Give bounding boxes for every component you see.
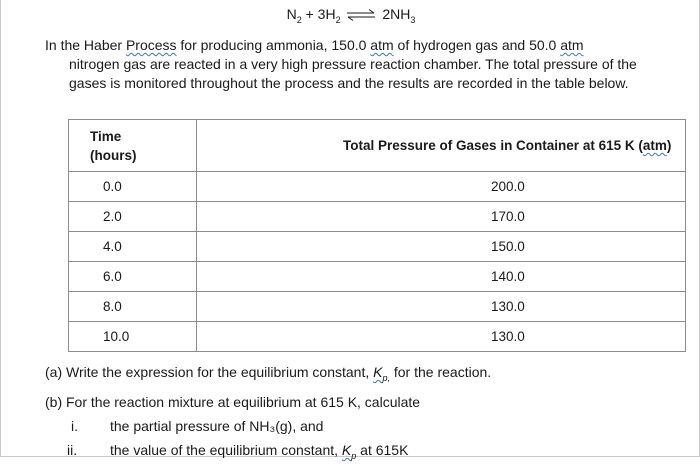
- intro-unit-atm-2: atm: [560, 37, 584, 53]
- equation-n2: N: [286, 6, 297, 22]
- question-a-kp: [373, 364, 390, 383]
- question-a-k: K: [373, 364, 383, 380]
- intro-text-b: for producing ammonia, 150.0: [176, 37, 371, 53]
- question-b-ii-text: the value of the equilibrium constant,: [110, 441, 342, 458]
- header-time-label: Time: [90, 128, 122, 144]
- table-row: [69, 322, 686, 352]
- cell-pressure: 130.0: [197, 292, 686, 322]
- table-row: [69, 232, 686, 262]
- cell-time: 8.0: [69, 292, 197, 322]
- intro-unit-atm-1: atm: [370, 37, 394, 53]
- table-row: [69, 292, 686, 322]
- question-b-ii: [45, 438, 685, 468]
- intro-word-process: Process: [125, 37, 177, 53]
- question-a-k-subscript: p,: [382, 372, 390, 383]
- problem-intro: [45, 36, 675, 93]
- question-b-i: [45, 414, 685, 438]
- question-b-i-text: the partial pressure of NH₃(g), and: [110, 417, 324, 434]
- equation-h2-subscript: 2: [335, 14, 341, 25]
- header-pressure-unit: atm: [642, 138, 667, 153]
- equation-h2: + 3H: [301, 6, 336, 22]
- question-b-ii-end: at 615K: [356, 441, 409, 458]
- table-header-row: [69, 120, 686, 172]
- header-pressure-label: Total Pressure of Gases in Container at 615 K (: [343, 138, 643, 153]
- cell-time: 2.0: [69, 202, 197, 232]
- intro-continuation: nitrogen gas are reacted in a very high pressure reaction chamber. The total pressure of the gases is monitored throughout the process and the results are recorded in the table below.: [69, 56, 637, 91]
- pressure-table: [68, 119, 686, 352]
- intro-first-line: [45, 36, 675, 55]
- question-b-ii-number: ii.: [67, 441, 78, 458]
- question-b-i-number: i.: [71, 417, 78, 434]
- cell-time: 10.0: [69, 322, 197, 352]
- equation-nh3: 2NH: [382, 6, 411, 22]
- intro-text-a: In the Haber: [45, 37, 126, 53]
- cell-pressure: 150.0: [197, 232, 686, 262]
- cell-pressure: 170.0: [197, 202, 686, 232]
- equation-n2-subscript: 2: [296, 14, 302, 25]
- question-a-text: (a) Write the expression for the equilibrium constant,: [45, 364, 374, 380]
- question-a: [45, 360, 685, 390]
- header-pressure-close: ): [666, 138, 672, 153]
- intro-text-c: of hydrogen gas and 50.0: [393, 37, 561, 53]
- cell-pressure: 130.0: [197, 322, 686, 352]
- header-time-unit: (hours): [90, 147, 137, 163]
- cell-time: 6.0: [69, 262, 197, 292]
- table-row: [69, 202, 686, 232]
- cell-time: 4.0: [69, 232, 197, 262]
- cell-pressure: 200.0: [197, 172, 686, 202]
- question-b: (b) For the reaction mixture at equilibrium at 615 K, calculate: [45, 393, 421, 410]
- equilibrium-arrow-icon: [346, 9, 376, 21]
- table-row: [69, 172, 686, 202]
- equation-nh3-subscript: 3: [410, 14, 416, 25]
- cell-pressure: 140.0: [197, 262, 686, 292]
- question-b-ii-k-subscript: p: [351, 450, 357, 461]
- reaction-equation: [1, 6, 700, 25]
- header-pressure: [197, 120, 686, 172]
- cell-time: 0.0: [69, 172, 197, 202]
- questions-section: [45, 360, 685, 468]
- question-b-ii-k: K: [341, 441, 352, 458]
- table-row: [69, 262, 686, 292]
- question-b-ii-kp: [341, 441, 357, 461]
- header-time: [69, 120, 197, 172]
- question-a-end: for the reaction.: [389, 364, 492, 380]
